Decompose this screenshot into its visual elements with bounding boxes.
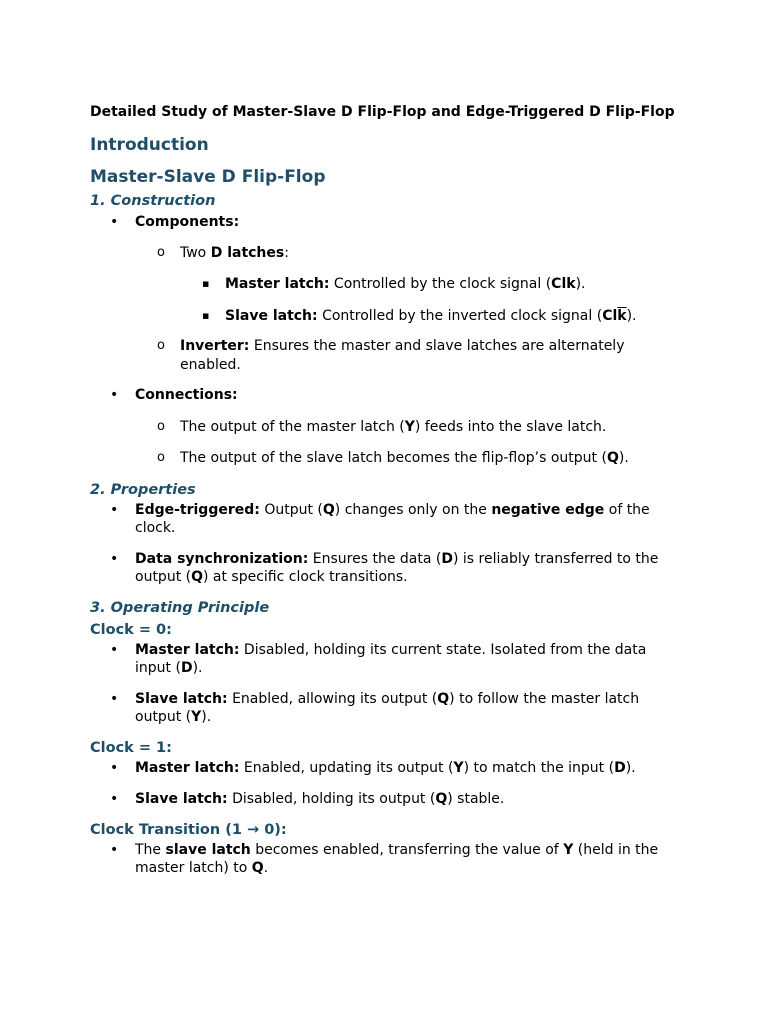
heading-clock-0: Clock = 0: (90, 621, 172, 638)
text-run: becomes enabled, transferring the value of (250, 841, 564, 858)
text-run: ). (618, 450, 629, 466)
clock-transition-list (90, 841, 680, 878)
text-run: ) is reliably transferred to the output ( (135, 550, 659, 585)
bullet-marker: • (110, 841, 119, 858)
text-run: ) to follow the master latch output ( (135, 690, 640, 725)
bold-run: Y (453, 759, 464, 776)
document-title: Detailed Study of Master-Slave D Flip-Flop and Edge-Triggered D Flip-Flop (90, 104, 675, 120)
bold-run: Y (191, 709, 202, 725)
heading-properties: 2. Properties (90, 481, 196, 498)
list-item-clock1-master (90, 759, 680, 778)
text-run: ). (625, 759, 636, 776)
heading-master-slave: Master-Slave D Flip-Flop (90, 167, 326, 187)
list-item-connection-2 (90, 449, 680, 468)
bold-run: Master latch: (135, 759, 240, 776)
text-run: ). (201, 709, 212, 725)
bold-run: Clk (551, 276, 576, 292)
bold-run: Edge-triggered: (135, 501, 260, 518)
bold-run: D (614, 759, 626, 776)
bold-run: D (441, 550, 453, 567)
text-run: ) at specific clock transitions. (203, 569, 408, 585)
bullet-marker: • (110, 501, 119, 518)
list-item-components (90, 213, 680, 232)
connections-label: Connections: (135, 387, 238, 403)
list-item-clock0-slave (90, 690, 680, 727)
bold-run: Q (437, 690, 450, 707)
bullet-marker: • (110, 214, 119, 230)
clock-0-list (90, 641, 680, 727)
bold-run: Y (563, 841, 574, 858)
text-run: ) stable. (447, 791, 505, 807)
bold-run: Y (404, 418, 415, 435)
bold-run: negative edge (491, 501, 605, 518)
list-item-edge-triggered (90, 501, 680, 538)
text-run: The output of the slave latch becomes the flip-flop’s output ( (180, 450, 607, 466)
bold-run: D latches (210, 244, 285, 261)
bold-run: Q (191, 569, 203, 585)
list-item-master-latch (90, 275, 680, 294)
list-item-clock0-master (90, 641, 680, 678)
list-item-slave-latch (90, 307, 680, 326)
text-run: ). (575, 276, 586, 292)
list-item-data-sync (90, 550, 680, 587)
text-run: Enabled, updating its output ( (239, 759, 454, 776)
bullet-marker: • (110, 791, 119, 807)
bullet-marker: • (110, 387, 119, 403)
text-run: Two (180, 244, 211, 261)
list-item-two-latches (90, 244, 680, 263)
list-item-connections (90, 386, 680, 405)
text-run: Ensures the master and slave latches are alternately enabled. (180, 338, 625, 373)
bold-run: Cl (602, 307, 618, 324)
heading-clock-transition: Clock Transition (1 → 0): (90, 821, 287, 838)
text-run: Controlled by the inverted clock signal ( (317, 307, 603, 324)
list-item-connection-1 (90, 418, 680, 437)
text-run: Output ( (259, 501, 323, 518)
list-item-inverter (90, 337, 680, 374)
text-run: ) feeds into the slave latch. (414, 418, 607, 435)
properties-list (90, 501, 680, 587)
bold-run: D (180, 660, 193, 676)
overlined-run: $\overline{k}$ (617, 307, 627, 324)
bold-run: Slave latch: (135, 791, 228, 807)
text-run: Disabled, holding its output ( (227, 791, 436, 807)
document-page (90, 104, 680, 878)
bullet-marker: • (110, 550, 119, 567)
text-run: . (263, 860, 269, 876)
text-run: The (135, 841, 166, 858)
sub-bullet-marker: o (157, 244, 165, 260)
text-run: Controlled by the clock signal ( (329, 276, 552, 292)
text-run: ). (192, 660, 203, 676)
text-run: ). (626, 307, 637, 324)
sub-bullet-marker: o (157, 418, 165, 434)
text-run: : (284, 244, 289, 261)
sub-bullet-marker: o (157, 450, 165, 465)
text-run: Enabled, allowing its output ( (227, 690, 438, 707)
bold-run: Master latch: (135, 641, 240, 658)
bullet-marker: • (110, 759, 119, 776)
bold-run: Q (606, 450, 619, 466)
text-run: ) to match the input ( (463, 759, 615, 776)
text-run: (held in the master latch) to (135, 841, 659, 876)
text-run: Ensures the data ( (308, 550, 442, 567)
bold-run: Slave latch: (135, 690, 228, 707)
text-run: of the clock. (135, 501, 650, 536)
construction-list (90, 213, 680, 468)
text-run: Disabled, holding its current state. Isolated from the data input ( (135, 641, 647, 676)
heading-operating-principle: 3. Operating Principle (90, 599, 270, 616)
bold-run: Q (322, 501, 335, 518)
bullet-marker: • (110, 641, 119, 658)
square-bullet-marker: ▪ (202, 277, 210, 290)
bold-run: Slave latch: (225, 307, 318, 324)
bold-run: Inverter: (180, 338, 250, 354)
bold-run: slave latch (165, 841, 251, 858)
list-item-clock1-slave (90, 790, 680, 809)
text-run: The output of the master latch ( (180, 418, 405, 435)
bullet-marker: • (110, 690, 119, 707)
bold-run: Master latch: (225, 276, 330, 292)
list-item-transition (90, 841, 680, 878)
bold-run: Q (251, 860, 264, 876)
bold-run: Q (435, 791, 448, 807)
components-label: Components: (135, 214, 240, 230)
heading-introduction: Introduction (90, 135, 209, 155)
heading-construction: 1. Construction (90, 193, 216, 209)
text-run: ) changes only on the (334, 501, 492, 518)
sub-bullet-marker: o (157, 338, 165, 353)
heading-clock-1: Clock = 1: (90, 739, 172, 756)
clock-1-list (90, 759, 680, 809)
bold-run: Data synchronization: (135, 550, 309, 567)
square-bullet-marker: ▪ (202, 308, 210, 322)
